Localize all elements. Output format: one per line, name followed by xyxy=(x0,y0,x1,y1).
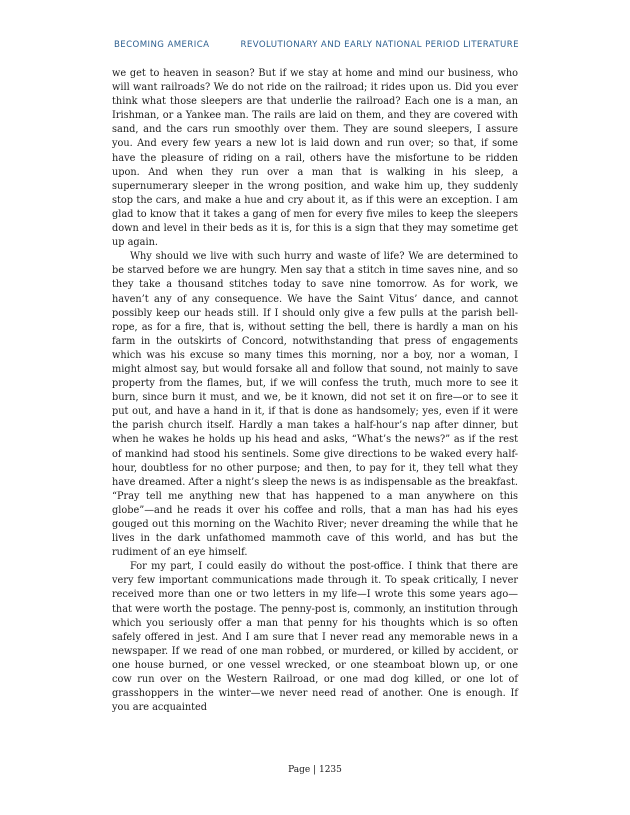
section-title: REVOLUTIONARY AND EARLY NATIONAL PERIOD LITERATURE xyxy=(240,40,519,50)
body-text xyxy=(112,67,518,715)
paragraph: For my part, I could easily do without the post-office. I think that there are very few important communications made through it. To speak critically, I never received more than one or two letters in my life—I wrote this some years ago—that were worth the postage. The penny-post is, commonly, an institution through which you seriously offer a man that penny for his thoughts which is so often safely offered in jest. And I am sure that I never read any memorable news in a newspaper. If we read of one man robbed, or murdered, or killed by accident, or one house burned, or one vessel wrecked, or one steamboat blown up, or one cow run over on the Western Railroad, or one mad dog killed, or one lot of grasshoppers in the winter—we never need read of another. One is enough. If you are acquainted xyxy=(112,561,518,714)
running-header xyxy=(114,40,534,50)
book-title: BECOMING AMERICA xyxy=(114,40,210,50)
page-number: Page | 1235 xyxy=(288,765,342,775)
paragraph: we get to heaven in season? But if we stay at home and mind our business, who will want railroads? We do not ride on the railroad; it rides upon us. Did you ever think what those sleepers are that underlie the railroad? Each one is a man, an Irishman, or a Yankee man. The rails are laid on them, and they are covered with sand, and the cars run smoothly over them. They are sound sleepers, I assure you. And every few years a new lot is laid down and run over; so that, if some have the pleasure of riding on a rail, others have the misfortune to be ridden upon. And when they run over a man that is walking in his sleep, a supernumerary sleeper in the wrong position, and wake him up, they suddenly stop the cars, and make a hue and cry about it, as if this were an exception. I am glad to know that it takes a gang of men for every five miles to keep the sleepers down and level in their beds as it is, for this is a sign that they may sometime get up again. xyxy=(112,68,518,249)
paragraph: Why should we live with such hurry and waste of life? We are determined to be starved before we are hungry. Men say that a stitch in time saves nine, and so they take a thousand stitches today to save nine tomorrow. As for work, we haven’t any of any consequence. We have the Saint Vitus’ dance, and cannot possibly keep our heads still. If I should only give a few pulls at the parish bell-rope, as for a fire, that is, without setting the bell, there is hardly a man on his farm in the outskirts of Concord, notwithstanding that press of engagements which was his excuse so many times this morning, nor a boy, nor a woman, I might almost say, but would forsake all and follow that sound, not mainly to save property from the flames, but, if we will confess the truth, much more to see it burn, since burn it must, and we, be it known, did not set it on fire—or to see it put out, and have a hand in it, if that is done as handsomely; yes, even if it were the parish church itself. Hardly a man takes a half-hour’s nap after dinner, but when he wakes he holds up his head and asks, “What’s the news?” as if the rest of mankind had stood his sentinels. Some give directions to be waked every half-hour, doubtless for no other purpose; and then, to pay for it, they tell what they have dreamed. After a night’s sleep the news is as indispensable as the breakfast. “Pray tell me anything new that has happened to a man anywhere on this globe”—and he reads it over his coffee and rolls, that a man has had his eyes gouged out this morning on the Wachito River; never dreaming the while that he lives in the dark unfathomed mammoth cave of this world, and has but the rudiment of an eye himself. xyxy=(112,251,518,559)
